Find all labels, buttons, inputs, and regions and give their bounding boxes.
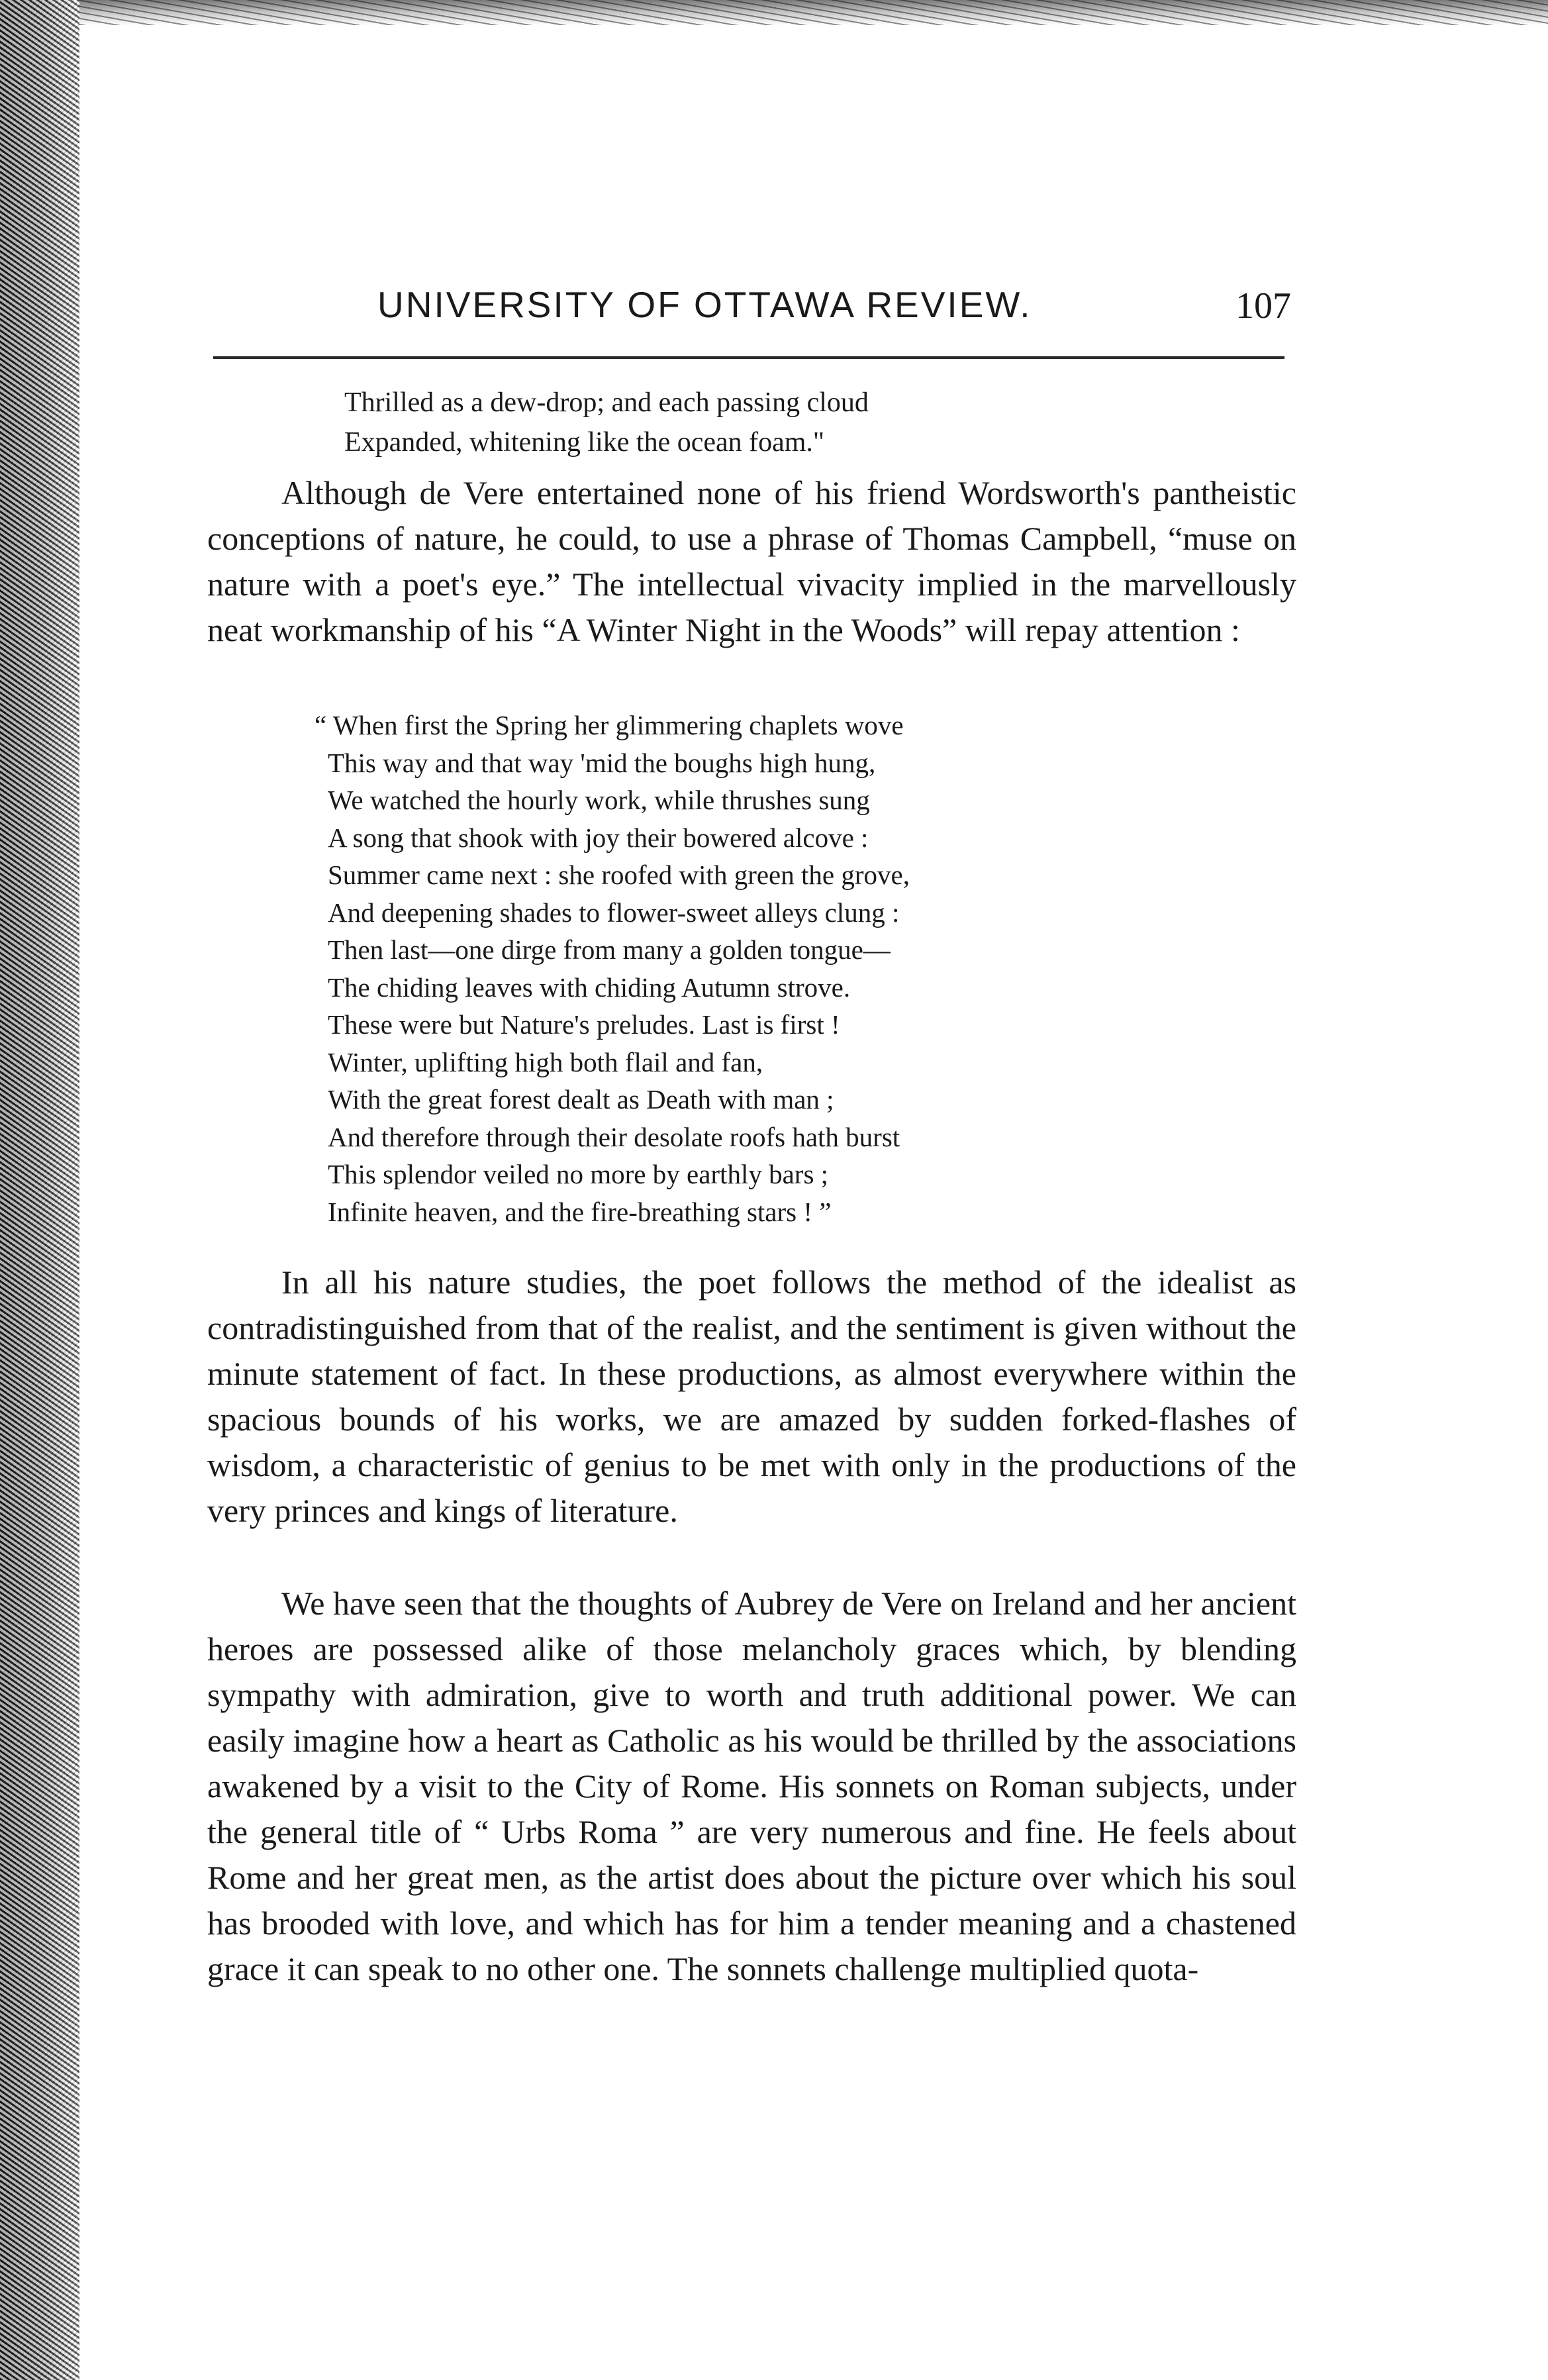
poem-line: The chiding leaves with chiding Autumn strove. (328, 971, 851, 1003)
paragraph-wordsworth (207, 470, 1296, 653)
poem-line: A song that shook with joy their bowered alcove : (328, 822, 869, 853)
poem-line: And therefore through their desolate roofs hath burst (328, 1121, 900, 1152)
running-title: UNIVERSITY OF OTTAWA REVIEW. (377, 284, 1032, 325)
poem-line: “ When first the Spring her glimmering chaplets wove (314, 710, 904, 740)
poem-line: Summer came next : she roofed with green the grove, (328, 860, 910, 890)
poem-line: Then last—one dirge from many a golden tongue— (328, 934, 891, 965)
poem-line: Winter, uplifting high both flail and fan, (328, 1046, 763, 1077)
quote-line: Expanded, whitening like the ocean foam." (344, 427, 825, 458)
paragraph-text: Although de Vere entertained none of his friend Wordsworth's pantheistic conceptions of nature, he could, to use a phrase of Thomas Campbell, “muse on nature with a poet's eye.” The intellectual vivacity implied in the marvellously neat workmanship of his “A Winter Night in the Woods” will repay attention : (207, 474, 1296, 648)
paragraph-urbs-roma (207, 1581, 1296, 1992)
poem-winter-night (314, 707, 1188, 1230)
quotation-ending (344, 383, 1205, 462)
scan-top-edge (79, 0, 1548, 25)
page-number: 107 (1235, 285, 1291, 326)
paragraph-text: We have seen that the thoughts of Aubrey de Vere on Ireland and her ancient heroes are possessed alike of those melancholy graces which, by blending sympathy with admiration, give to worth and truth additional power. We can easily imagine how a heart as Catholic as his would be thrilled by the associations awakened by a visit to the City of Rome. His sonnets on Roman subjects, under the general title of “ Urbs Roma ” are very numerous and fine. He feels about Rome and her great men, as the artist does about the picture over which his soul has brooded with love, and which has for him a tender meaning and a chastened grace it can speak to no other one. The sonnets challenge multiplied quota- (207, 1585, 1296, 1987)
poem-line: This way and that way 'mid the boughs high hung, (328, 747, 876, 778)
page-header (377, 283, 1291, 336)
header-rule (213, 356, 1284, 359)
poem-line: This splendor veiled no more by earthly bars ; (328, 1159, 829, 1189)
paragraph-text: In all his nature studies, the poet follows the method of the idealist as contradistinguished from that of the realist, and the sentiment is given without the minute statement of fact. In these productions, as almost everywhere within the spacious bounds of his works, we are amazed by sudden forked-flashes of wisdom, a characteristic of genius to be met with only in the productions of the very princes and kings of literature. (207, 1264, 1296, 1529)
quote-line: Thrilled as a dew-drop; and each passing cloud (344, 387, 869, 418)
scan-binding-edge (0, 0, 79, 2380)
poem-line: These were but Nature's preludes. Last is first ! (328, 1009, 840, 1040)
paragraph-nature-studies (207, 1260, 1296, 1534)
poem-line: And deepening shades to flower-sweet alleys clung : (328, 897, 900, 928)
poem-line: Infinite heaven, and the fire-breathing stars ! ” (328, 1196, 832, 1227)
poem-line: With the great forest dealt as Death with man ; (328, 1084, 834, 1115)
poem-line: We watched the hourly work, while thrushes sung (328, 785, 870, 815)
